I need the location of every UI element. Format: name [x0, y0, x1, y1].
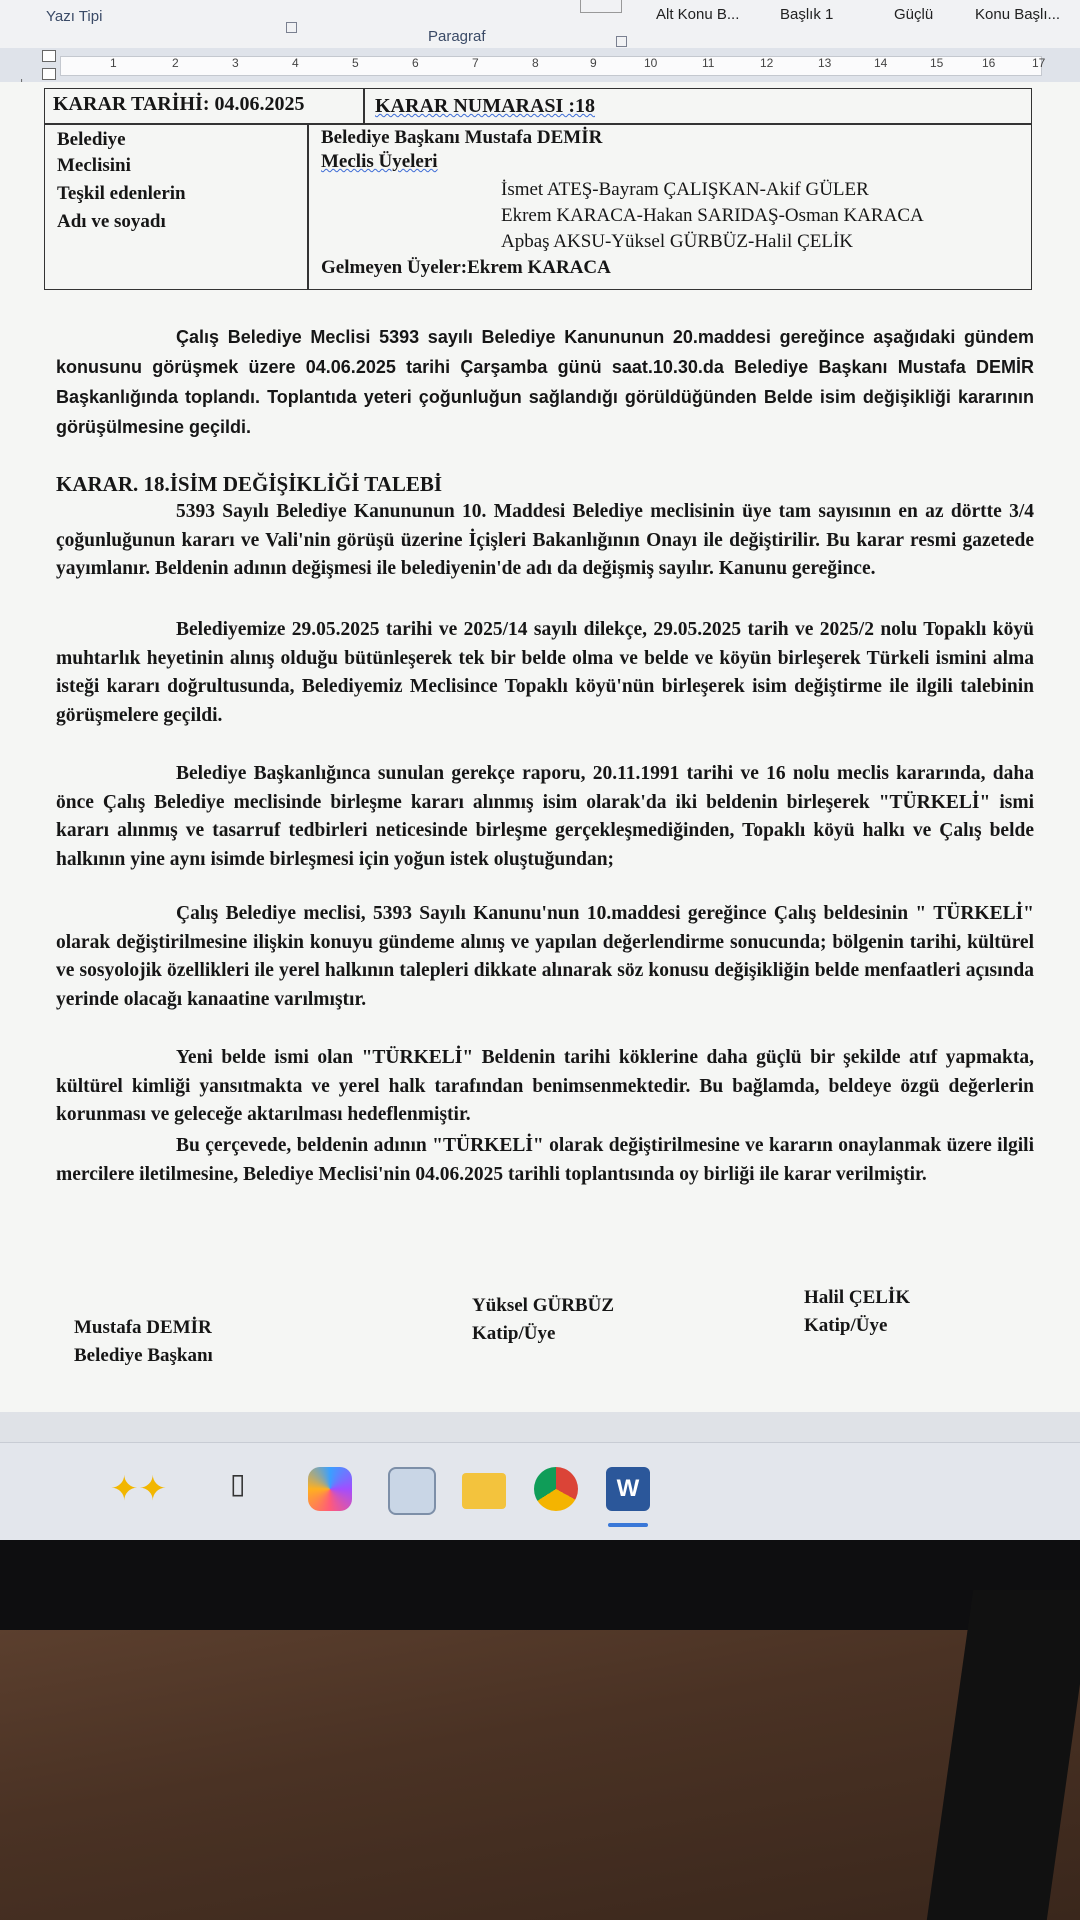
paragraph-dialog-launcher-icon[interactable]: [616, 36, 627, 47]
decision-header-table: [44, 88, 1032, 290]
signature-title: Katip/Üye: [804, 1315, 888, 1336]
file-explorer-icon[interactable]: [462, 1473, 506, 1509]
ruler-strip: [60, 56, 1042, 76]
task-view-icon[interactable]: ▯: [230, 1467, 246, 1500]
mayor-line: Belediye Başkanı Mustafa DEMİR: [321, 127, 603, 148]
windows-taskbar: [0, 1442, 1080, 1540]
font-group-label: Yazı Tipi: [46, 8, 103, 25]
member-label-line: Adı ve soyadı: [57, 211, 166, 232]
font-dialog-launcher-icon[interactable]: [286, 22, 297, 33]
intro-paragraph: Çalış Belediye Meclisi 5393 sayılı Belediye Kanununun 20.maddesi gereğince aşağıdaki gündem konusunu görüşmek üzere 04.06.2025 tarihi Çarşamba günü saat.10.30.da Belediye Başkanı Mustafa DEMİR Başkanlığında toplandı. Toplantıda yeteri çoğunluğun sağlandığı görüldüğünden Belde isim değişikliği kararının görüşülmesine geçildi.: [56, 327, 1034, 437]
table-rule: [307, 123, 309, 289]
horizontal-ruler[interactable]: [0, 48, 1080, 83]
ruler-number: 9: [590, 56, 597, 70]
members-line: Apbaş AKSU-Yüksel GÜRBÜZ-Halil ÇELİK: [501, 231, 854, 252]
member-label-line: Belediye: [57, 129, 126, 150]
table-rule: [363, 89, 365, 123]
body-paragraph: Belediye Başkanlığınca sunulan gerekçe raporu, 20.11.1991 tarihi ve 16 nolu meclis kararında, daha önce Çalış Belediye meclisinde birleşme kararı alınmış isim olarak'da iki beldenin birleşerek "TÜRKELİ" ismi kararı alınmış ve tasarruf tedbirleri neticesinde birleşme gerçekleşmediğinden, Topaklı köyü halkı ve Çalış belde halkının yine aynı isimde birleşmesi için yoğun istek oluştuğundan;: [56, 763, 1034, 871]
signature-name: Halil ÇELİK: [804, 1287, 911, 1308]
ruler-number: 17: [1032, 56, 1046, 70]
ruler-number: 7: [472, 56, 479, 70]
decision-title: KARAR. 18.İSİM DEĞİŞİKLİĞİ TALEBİ: [56, 472, 443, 496]
wooden-desk: [0, 1630, 1080, 1920]
signature-clerk-2: [804, 1284, 910, 1340]
ruler-number: 14: [874, 56, 888, 70]
ruler-number: 10: [644, 56, 658, 70]
members-line: İsmet ATEŞ-Bayram ÇALIŞKAN-Akif GÜLER: [501, 179, 869, 200]
signature-mayor: [74, 1314, 213, 1370]
ruler-number: 13: [818, 56, 832, 70]
active-app-indicator: [608, 1523, 648, 1527]
decision-date: KARAR TARİHİ: 04.06.2025: [53, 93, 305, 115]
style-title[interactable]: Konu Başlı...: [975, 6, 1061, 23]
image-editor-icon[interactable]: [388, 1467, 436, 1515]
first-line-indent-marker[interactable]: [42, 50, 56, 62]
borders-icon[interactable]: [580, 0, 622, 13]
style-strong[interactable]: Güçlü: [894, 6, 934, 23]
body-paragraph: Yeni belde ismi olan "TÜRKELİ" Beldenin tarihi köklerine daha güçlü bir şekilde atıf yapmakta, kültürel kimliği yansıtmakta ve yerel halk tarafından benimsenmektedir. Bu bağlamda, beldeye özgü değerlerin korunması ve geleceğe aktarılması hedeflenmiştir.: [56, 1047, 1034, 1126]
signature-clerk-1: [472, 1292, 614, 1348]
signature-name: Mustafa DEMİR: [74, 1317, 212, 1338]
ruler-number: 11: [702, 56, 715, 70]
ruler-number: 3: [232, 56, 239, 70]
document-margin: [0, 1412, 1080, 1442]
body-paragraph: Belediyemize 29.05.2025 tarihi ve 2025/14 sayılı dilekçe, 29.05.2025 tarih ve 2025/2 nolu Topaklı köyü muhtarlık heyetinin alınış olduğu bütünleşerek tek bir belde olma ve belde ve köyün birleşerek Türkeli ismini alma isteği kararı doğrultusunda, Belediyemiz Meclisince Topaklı köyü'nün birleşerek isim değiştirme ile ilgili talebinin görüşmelere geçildi.: [56, 619, 1034, 727]
table-rule: [45, 123, 1031, 125]
members-line: Ekrem KARACA-Hakan SARIDAŞ-Osman KARACA: [501, 205, 924, 226]
ruler-number: 8: [532, 56, 539, 70]
ruler-number: 6: [412, 56, 419, 70]
member-label-line: Teşkil edenlerin: [57, 183, 186, 204]
chrome-icon[interactable]: [534, 1467, 578, 1511]
signature-title: Belediye Başkanı: [74, 1345, 213, 1366]
members-label: Meclis Üyeleri: [321, 151, 438, 172]
decision-number: KARAR NUMARASI :18: [375, 95, 595, 117]
ruler-number: 1: [110, 56, 117, 70]
body-paragraph: Bu çerçevede, beldenin adının "TÜRKELİ" olarak değiştirilmesine ve kararın onaylanmak üzere ilgili mercilere iletilmesine, Belediye Meclisi'nin 04.06.2025 tarihli toplantısında oy birliği ile karar verilmiştir.: [56, 1135, 1034, 1185]
document-page[interactable]: [0, 82, 1080, 1412]
signature-name: Yüksel GÜRBÜZ: [472, 1295, 614, 1316]
monitor-bezel: [0, 1540, 1080, 1630]
style-subtitle[interactable]: Alt Konu B...: [656, 6, 740, 23]
ruler-number: 4: [292, 56, 299, 70]
ruler-number: 16: [982, 56, 996, 70]
ruler-number: 15: [930, 56, 944, 70]
ruler-number: 2: [172, 56, 179, 70]
body-paragraph: 5393 Sayılı Belediye Kanununun 10. Maddesi Belediye meclisinin üye tam sayısının en az dörtte 3/4 çoğunluğunun kararı ve Vali'nin görüşü üzerine İçişleri Bakanlığının Onayı ile değiştirilir. Bu karar resmi gazetede yayımlanır. Beldenin adının değişmesi ile belediyenin'de adı da değişmiş sayılır. Kanunu gereğince.: [56, 501, 1034, 580]
body-paragraph: Çalış Belediye meclisi, 5393 Sayılı Kanunu'nun 10.maddesi gereğince Çalış beldesinin " TÜRKELİ" olarak değiştirilmesine ilişkin konuyu gündeme alınış ve yapılan değerlendirme sonucunda; bölgenin tarihi, kültürel ve sosyolojik özellikleri ile yerel halkının talepleri dikkate alınarak söz konusu değişikliğin belde menfaatleri açısında yerinde olacağı kanaatine varılmıştır.: [56, 903, 1034, 1011]
signature-title: Katip/Üye: [472, 1323, 556, 1344]
copilot-icon[interactable]: ✦✦: [110, 1469, 167, 1509]
hanging-indent-marker[interactable]: [42, 68, 56, 80]
word-ribbon: [0, 0, 1080, 49]
microsoft-365-icon[interactable]: [308, 1467, 352, 1511]
word-icon[interactable]: W: [606, 1467, 650, 1511]
member-label-line: Meclisini: [57, 155, 131, 176]
paragraph-group-label: Paragraf: [428, 28, 486, 45]
ruler-number: 5: [352, 56, 359, 70]
style-heading1[interactable]: Başlık 1: [780, 6, 834, 23]
ruler-number: 12: [760, 56, 774, 70]
absent-members: Gelmeyen Üyeler:Ekrem KARACA: [321, 257, 611, 278]
